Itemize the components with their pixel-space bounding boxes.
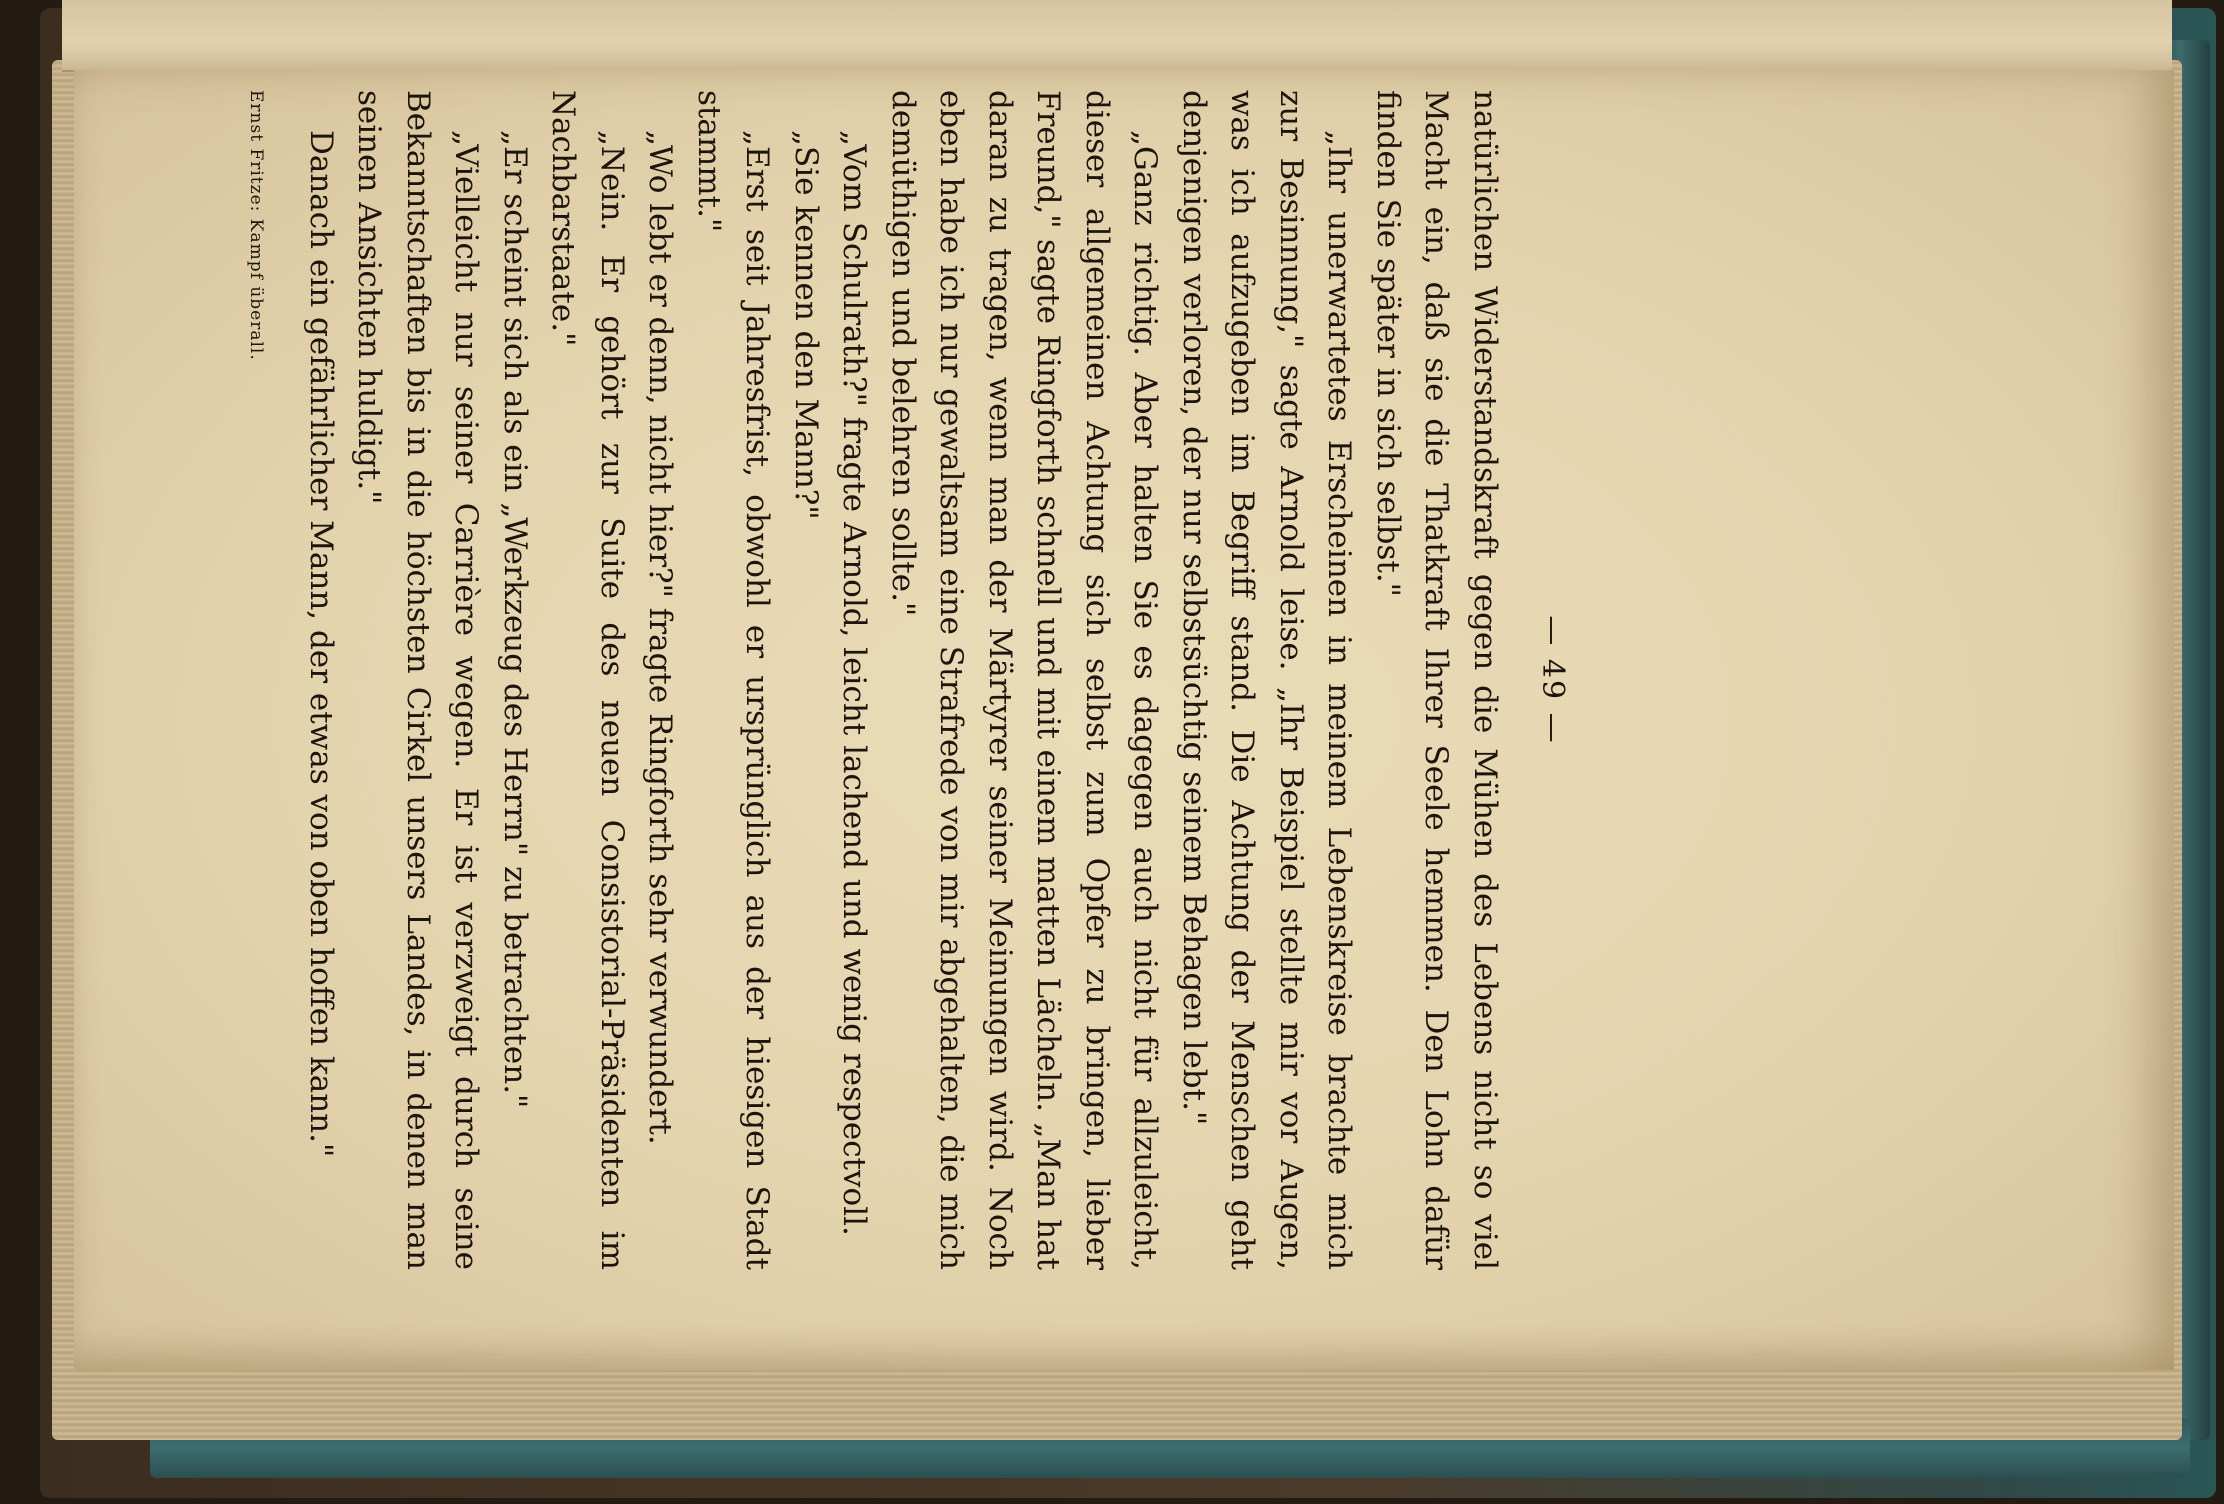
printer-signature: Ernst Fritze: Kampf überall. (246, 90, 267, 361)
page-number: — 49 — (1535, 615, 1570, 745)
paragraph: „Erst seit Jahresfrist, obwohl er ursprünglich aus der hiesigen Stadt stammt." (691, 90, 776, 1270)
paragraph: „Er scheint sich als ein „Werkzeug des Herrn" zu betrachten." (497, 130, 533, 1109)
facing-page-edge (62, 0, 2172, 72)
paragraph: „Vielleicht nur seiner Carrière wegen. Er ist verzweigt durch seine Bekanntschaften bis in die höchsten Cirkel unsers Landes, in denen man seinen Ansichten huldigt." (351, 90, 485, 1270)
paragraph: „Sie kennen den Mann?" (788, 130, 824, 520)
paragraph: „Nein. Er gehört zur Suite des neuen Consistorial-Präsidenten im Nachbarstaate." (545, 90, 630, 1270)
paragraph: Danach ein gefährlicher Mann, der etwas von oben hoffen kann." (303, 130, 339, 1158)
paragraph: natürlichen Widerstandskraft gegen die Mühen des Lebens nicht so viel Macht ein, daß sie die Thatkraft Ihrer Seele hemmen. Den Lohn dafür finden Sie später in sich selbst." (1370, 90, 1503, 1270)
paragraph: „Wo lebt er denn, nicht hier?" fragte Ringforth sehr verwundert. (642, 130, 679, 1145)
page-text-block (246, 90, 1570, 1270)
paragraph: „Ganz richtig. Aber halten Sie es dagegen auch nicht für allzuleicht, dieser allgemeinen Achtung sich selbst zum Opfer zu bringen, lieber Freund," sagte Ringforth schnell und mit einem matten Lächeln. „Man hat daran zu tragen, wenn man der Märtyrer seiner Meinungen wird. Noch eben habe ich nur gewaltsam eine Strafrede von mir abgehalten, die mich demüthigen und belehren sollte." (885, 90, 1164, 1270)
paragraph: „Vom Schulrath?" fragte Arnold, leicht lachend und wenig respectvoll. (836, 130, 873, 1236)
paragraph: „Ihr unerwartetes Erscheinen in meinem Lebenskreise brachte mich zur Besinnung," sagte Arnold leise. „Ihr Beispiel stellte mir vor Augen, was ich aufzugeben im Begriff stand. Die Achtung der Menschen geht denjenigen verloren, der nur selbstsüchtig seinem Behagen lebt." (1176, 90, 1358, 1270)
